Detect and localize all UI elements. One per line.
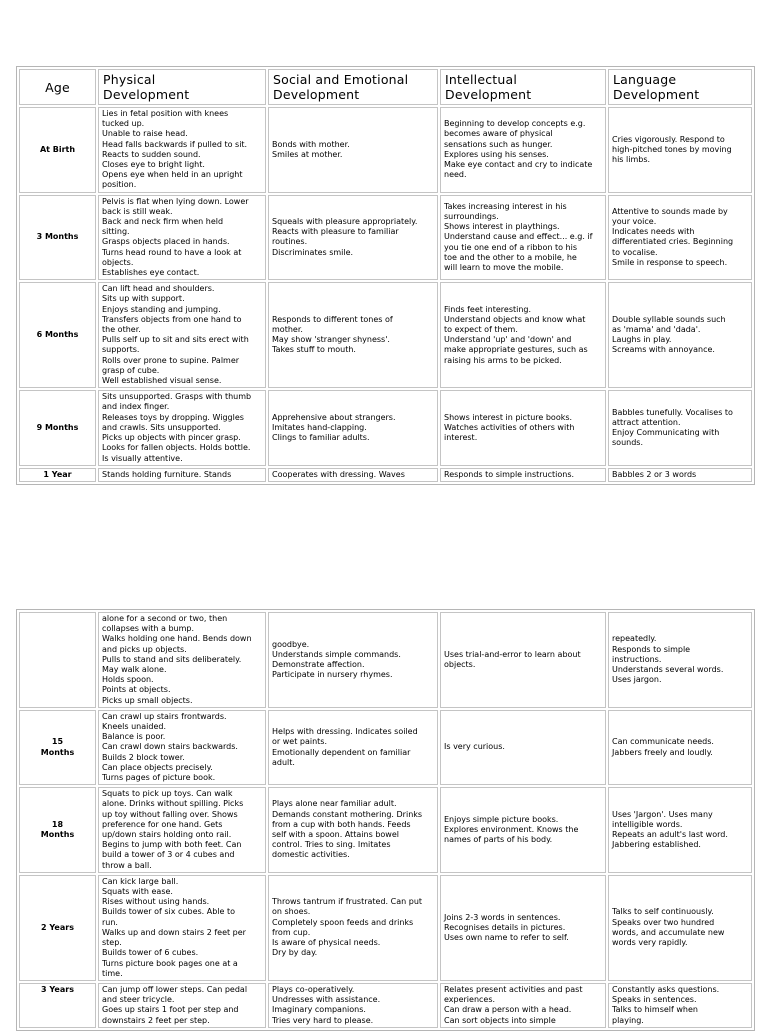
- intellectual-cell: Responds to simple instructions.: [440, 468, 606, 482]
- social-cell: Helps with dressing. Indicates soiled or wet paints. Emotionally dependent on familiar adult.: [268, 710, 438, 785]
- table-row: [19, 390, 752, 465]
- age-cell: 2 Years: [19, 875, 96, 981]
- language-cell: Constantly asks questions. Speaks in sentences. Talks to himself when playing.: [608, 983, 752, 1028]
- table-row: [19, 612, 752, 708]
- table-row: [19, 875, 752, 981]
- header-physical: Physical Development: [98, 69, 266, 105]
- age-cell: 15 Months: [19, 710, 96, 785]
- age-cell: 18 Months: [19, 787, 96, 873]
- development-table-page-2: [16, 609, 755, 1031]
- social-cell: goodbye. Understands simple commands. Demonstrate affection. Participate in nursery rhymes.: [268, 612, 438, 708]
- intellectual-cell: Beginning to develop concepts e.g. becomes aware of physical sensations such as hunger. Explores using his senses. Make eye contact and cry to indicate need.: [440, 107, 606, 193]
- table-row: [19, 983, 752, 1028]
- development-table-page-1: [16, 66, 755, 485]
- age-cell: 1 Year: [19, 468, 96, 482]
- social-cell: Squeals with pleasure appropriately. Reacts with pleasure to familiar routines. Discriminates smile.: [268, 195, 438, 281]
- age-cell: 6 Months: [19, 282, 96, 388]
- language-cell: Babbles tunefully. Vocalises to attract attention. Enjoy Communicating with sounds.: [608, 390, 752, 465]
- intellectual-cell: Relates present activities and past experiences. Can draw a person with a head. Can sort objects into simple: [440, 983, 606, 1028]
- social-cell: Plays alone near familiar adult. Demands constant mothering. Drinks from a cup with both hands. Feeds self with a spoon. Attains bowel control. Tries to sing. Imitates domestic activities.: [268, 787, 438, 873]
- language-cell: Double syllable sounds such as 'mama' and 'dada'. Laughs in play. Screams with annoyance.: [608, 282, 752, 388]
- intellectual-cell: Uses trial-and-error to learn about objects.: [440, 612, 606, 708]
- intellectual-cell: Is very curious.: [440, 710, 606, 785]
- physical-cell: Squats to pick up toys. Can walk alone. Drinks without spilling. Picks up toy without falling over. Shows preference for one hand. Gets up/down stairs holding onto rail. Begins to jump with both feet. Can build a tower of 3 or 4 cubes and throw a ball.: [98, 787, 266, 873]
- age-cell: 3 Years: [19, 983, 96, 1028]
- social-cell: Plays co-operatively. Undresses with assistance. Imaginary companions. Tries very hard to please.: [268, 983, 438, 1028]
- social-cell: Bonds with mother. Smiles at mother.: [268, 107, 438, 193]
- table-row: [19, 107, 752, 193]
- physical-cell: Can kick large ball. Squats with ease. Rises without using hands. Builds tower of six cubes. Able to run. Walks up and down stairs 2 feet per step. Builds tower of 6 cubes. Turns picture book pages one at a time.: [98, 875, 266, 981]
- table-row: [19, 468, 752, 482]
- table-row: [19, 282, 752, 388]
- physical-cell: Pelvis is flat when lying down. Lower back is still weak. Back and neck firm when held sitting. Grasps objects placed in hands. Turns head round to have a look at objects. Establishes eye contact.: [98, 195, 266, 281]
- age-cell: 3 Months: [19, 195, 96, 281]
- age-cell: [19, 612, 96, 708]
- physical-cell: Sits unsupported. Grasps with thumb and index finger. Releases toys by dropping. Wiggles and crawls. Sits unsupported. Picks up objects with pincer grasp. Looks for fallen objects. Holds bottle. Is visually attentive.: [98, 390, 266, 465]
- header-intellectual: Intellectual Development: [440, 69, 606, 105]
- header-row: [19, 69, 752, 105]
- intellectual-cell: Finds feet interesting. Understand objects and know what to expect of them. Understand 'up' and 'down' and make appropriate gestures, such as raising his arms to be picked.: [440, 282, 606, 388]
- header-language: Language Development: [608, 69, 752, 105]
- table-row: [19, 710, 752, 785]
- physical-cell: Stands holding furniture. Stands: [98, 468, 266, 482]
- language-cell: repeatedly. Responds to simple instructions. Understands several words. Uses jargon.: [608, 612, 752, 708]
- language-cell: Talks to self continuously. Speaks over two hundred words, and accumulate new words very rapidly.: [608, 875, 752, 981]
- intellectual-cell: Shows interest in picture books. Watches activities of others with interest.: [440, 390, 606, 465]
- header-age: Age: [19, 69, 96, 105]
- physical-cell: alone for a second or two, then collapses with a bump. Walks holding one hand. Bends down and picks up objects. Pulls to stand and sits deliberately. May walk alone. Holds spoon. Points at objects. Picks up small objects.: [98, 612, 266, 708]
- social-cell: Apprehensive about strangers. Imitates hand-clapping. Clings to familiar adults.: [268, 390, 438, 465]
- physical-cell: Lies in fetal position with knees tucked up. Unable to raise head. Head falls backwards if pulled to sit. Reacts to sudden sound. Closes eye to bright light. Opens eye when held in an upright position.: [98, 107, 266, 193]
- age-cell: 9 Months: [19, 390, 96, 465]
- social-cell: Throws tantrum if frustrated. Can put on shoes. Completely spoon feeds and drinks from cup. Is aware of physical needs. Dry by day.: [268, 875, 438, 981]
- table-row: [19, 195, 752, 281]
- intellectual-cell: Enjoys simple picture books. Explores environment. Knows the names of parts of his body.: [440, 787, 606, 873]
- physical-cell: Can jump off lower steps. Can pedal and steer tricycle. Goes up stairs 1 foot per step and downstairs 2 feet per step.: [98, 983, 266, 1028]
- header-social: Social and Emotional Development: [268, 69, 438, 105]
- table-row: [19, 787, 752, 873]
- intellectual-cell: Joins 2-3 words in sentences. Recognises details in pictures. Uses own name to refer to self.: [440, 875, 606, 981]
- language-cell: Uses 'Jargon'. Uses many intelligible words. Repeats an adult's last word. Jabbering established.: [608, 787, 752, 873]
- social-cell: Responds to different tones of mother. May show 'stranger shyness'. Takes stuff to mouth.: [268, 282, 438, 388]
- language-cell: Can communicate needs. Jabbers freely and loudly.: [608, 710, 752, 785]
- intellectual-cell: Takes increasing interest in his surroundings. Shows interest in playthings. Understand cause and effect... e.g. if you tie one end of a ribbon to his toe and the other to a mobile, he will learn to move the mobile.: [440, 195, 606, 281]
- language-cell: Babbles 2 or 3 words: [608, 468, 752, 482]
- language-cell: Attentive to sounds made by your voice. Indicates needs with differentiated cries. Beginning to vocalise. Smile in response to speech.: [608, 195, 752, 281]
- language-cell: Cries vigorously. Respond to high-pitched tones by moving his limbs.: [608, 107, 752, 193]
- social-cell: Cooperates with dressing. Waves: [268, 468, 438, 482]
- age-cell: At Birth: [19, 107, 96, 193]
- physical-cell: Can lift head and shoulders. Sits up with support. Enjoys standing and jumping. Transfers objects from one hand to the other. Pulls self up to sit and sits erect with supports. Rolls over prone to supine. Palmer grasp of cube. Well established visual sense.: [98, 282, 266, 388]
- physical-cell: Can crawl up stairs frontwards. Kneels unaided. Balance is poor. Can crawl down stairs backwards. Builds 2 block tower. Can place objects precisely. Turns pages of picture book.: [98, 710, 266, 785]
